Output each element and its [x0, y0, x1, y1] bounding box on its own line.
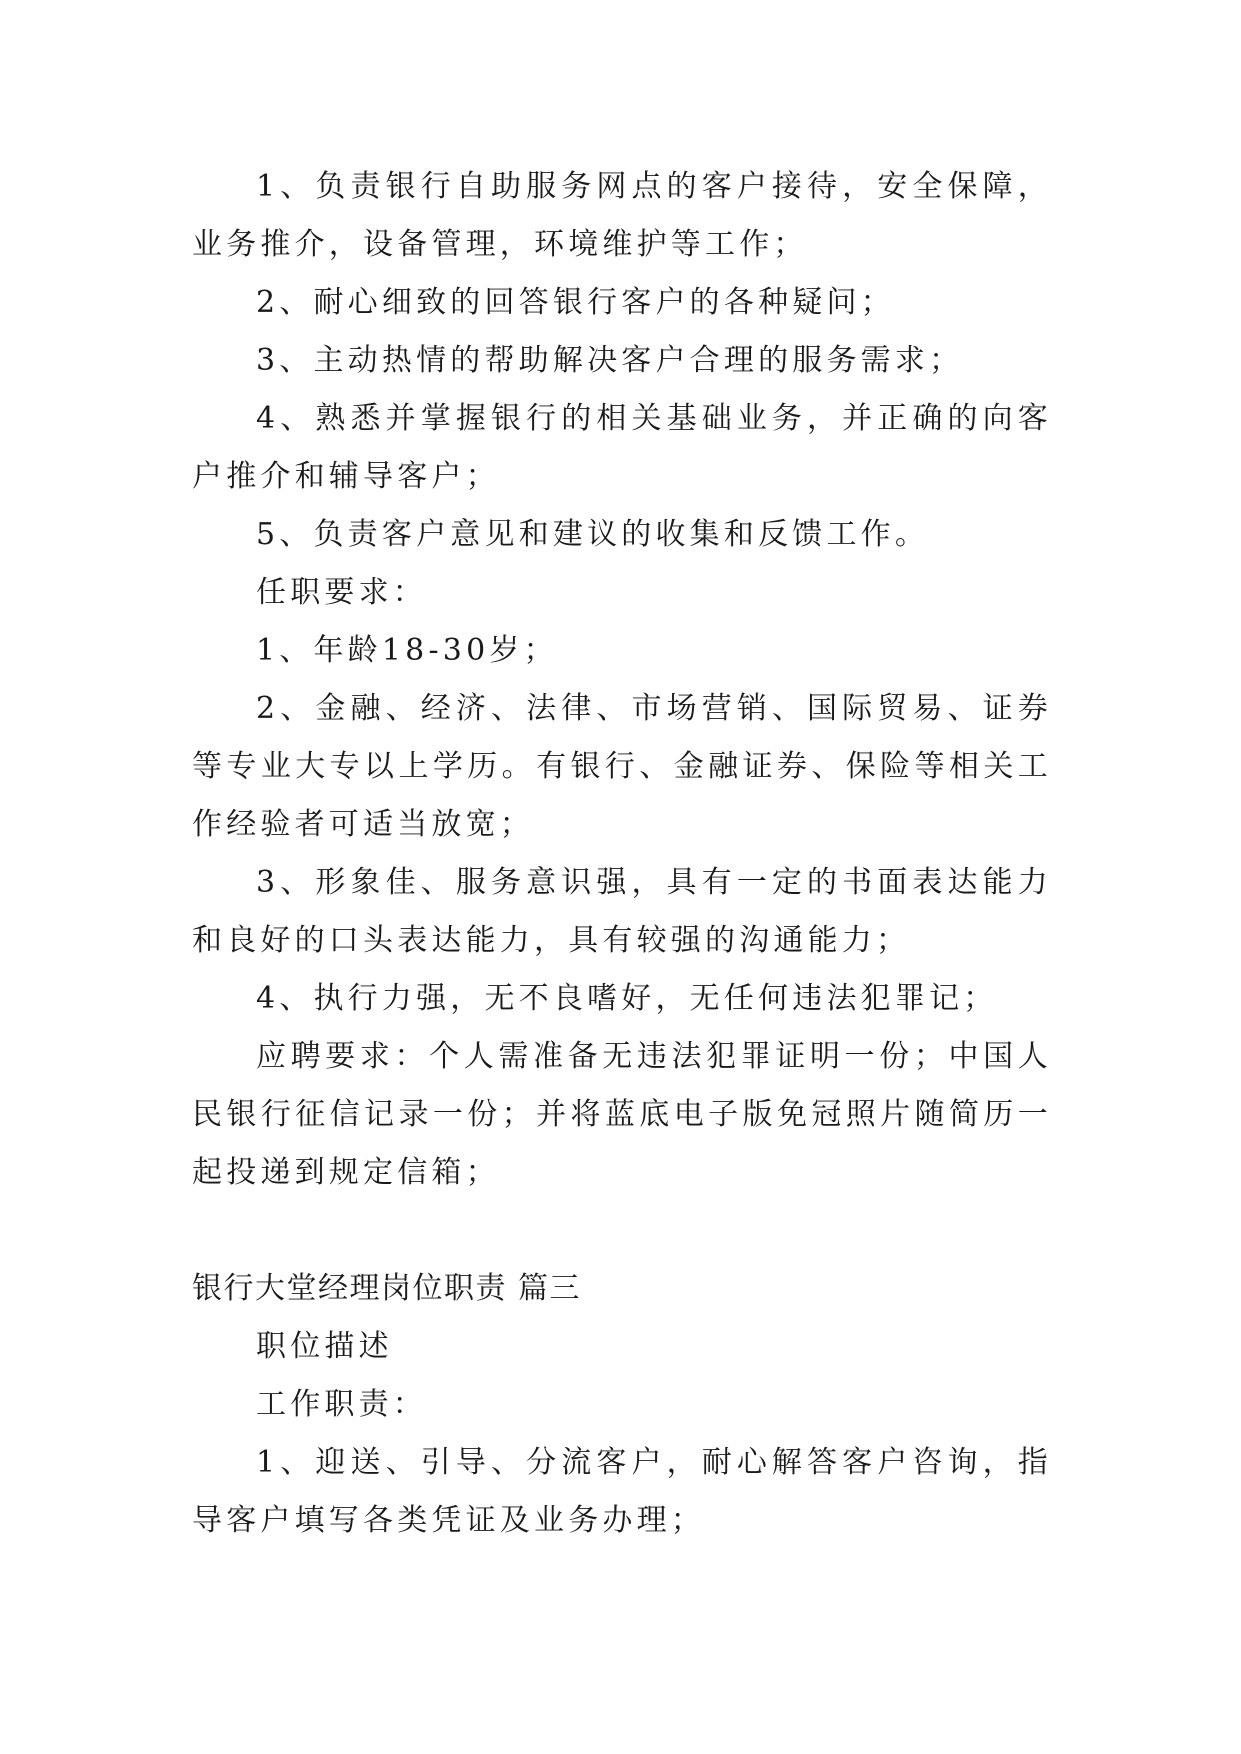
document-body	[192, 158, 1052, 1550]
paragraph: 2、金融、经济、法律、市场营销、国际贸易、证券等专业大专以上学历。有银行、金融证券、保险等相关工作经验者可适当放宽；	[192, 691, 1052, 842]
paragraph: 1、负责银行自助服务网点的客户接待，安全保障，业务推介，设备管理，环境维护等工作；	[192, 169, 1052, 262]
paragraph: 3、形象佳、服务意识强，具有一定的书面表达能力和良好的口头表达能力，具有较强的沟通能力；	[192, 865, 1052, 958]
paragraph: 1、迎送、引导、分流客户，耐心解答客户咨询，指导客户填写各类凭证及业务办理；	[192, 1445, 1052, 1538]
paragraph: 3、主动热情的帮助解决客户合理的服务需求；	[256, 343, 964, 378]
paragraph: 4、熟悉并掌握银行的相关基础业务，并正确的向客户推介和辅导客户；	[192, 401, 1052, 494]
paragraph: 应聘要求：个人需准备无违法犯罪证明一份；中国人民银行征信记录一份；并将蓝底电子版免冠照片随简历一起投递到规定信箱；	[192, 1039, 1052, 1190]
paragraph: 5、负责客户意见和建议的收集和反馈工作。	[256, 517, 930, 552]
section-heading: 银行大堂经理岗位职责 篇三	[192, 1271, 582, 1306]
section-spacer	[192, 1202, 1052, 1260]
paragraph: 4、执行力强，无不良嗜好，无任何违法犯罪记；	[256, 981, 998, 1016]
paragraph: 1、年龄18-30岁；	[256, 633, 558, 668]
subheading-duties: 工作职责：	[256, 1387, 427, 1422]
subheading-position-description: 职位描述	[256, 1329, 393, 1364]
paragraph: 2、耐心细致的回答银行客户的各种疑问；	[256, 285, 895, 320]
subheading-requirements: 任职要求：	[256, 575, 427, 610]
